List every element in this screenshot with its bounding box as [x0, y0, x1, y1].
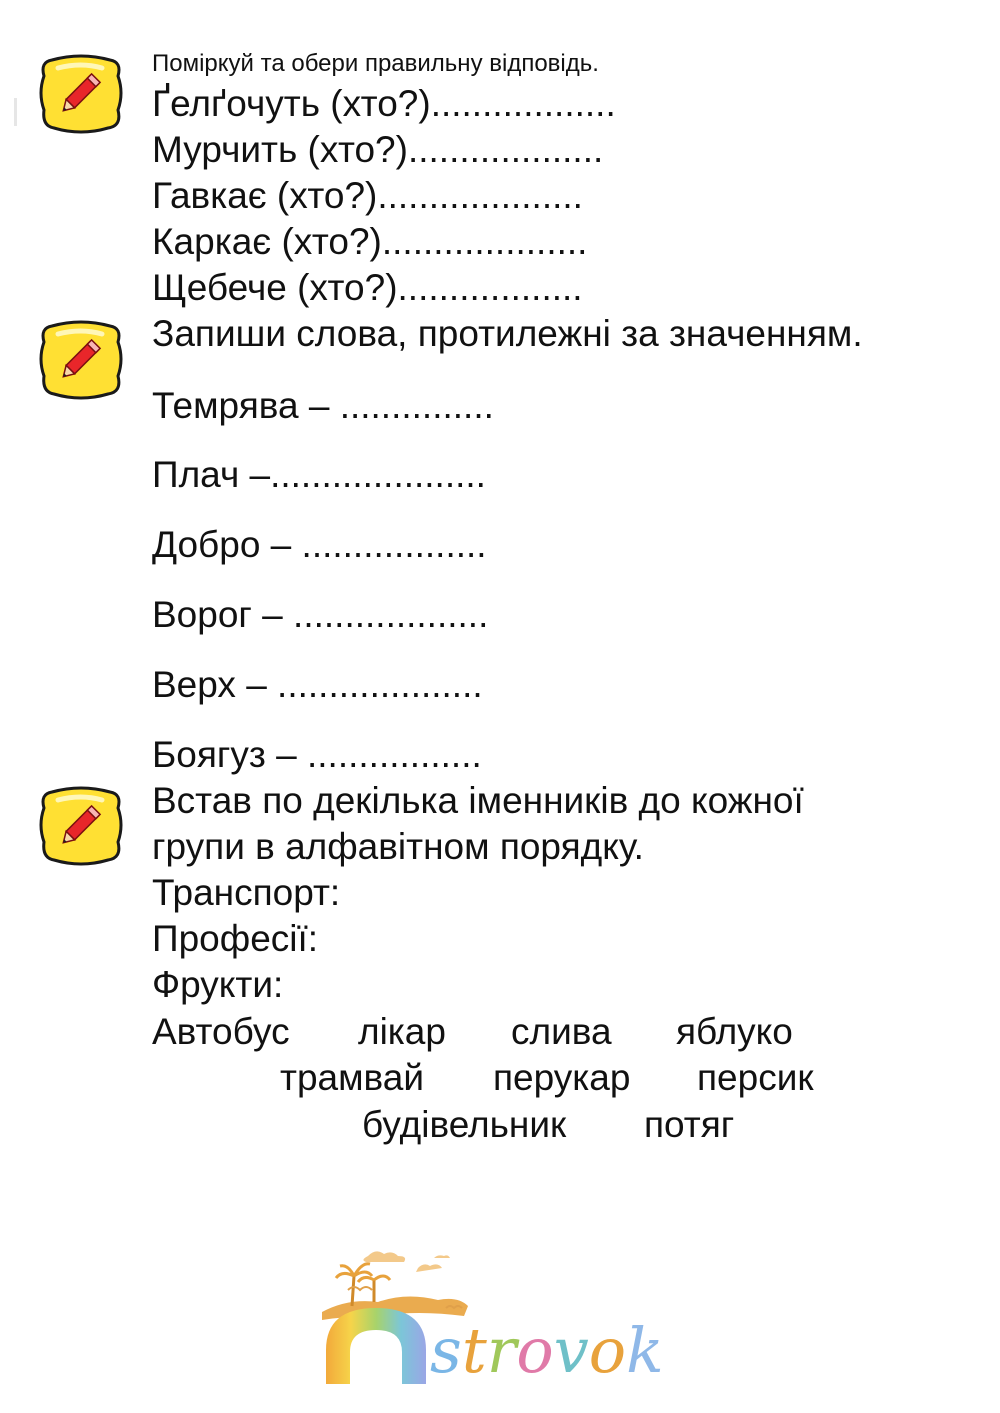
word-item: яблуко [676, 1011, 793, 1052]
task-1-pencil-icon [38, 50, 124, 136]
task-1-line: Мурчить (хто?)................... [152, 129, 604, 170]
group-label-transport: Транспорт: [152, 872, 341, 913]
group-label-fruits: Фрукти: [152, 964, 284, 1005]
antonym-line: Ворог – ................... [152, 594, 489, 635]
word-item: перукар [493, 1057, 631, 1098]
logo-text: strovok [430, 1314, 664, 1387]
antonym-line: Добро – .................. [152, 524, 487, 565]
antonym-line: Верх – .................... [152, 664, 483, 705]
task-1-line: Щебече (хто?).................. [152, 267, 583, 308]
group-label-professions: Професії: [152, 918, 319, 959]
word-item: слива [511, 1011, 612, 1052]
task-1-line: Гавкає (хто?).................... [152, 175, 583, 216]
word-item: потяг [644, 1104, 735, 1145]
task-3-instruction-line-2: групи в алфавітном порядку. [152, 826, 644, 867]
word-item: лікар [358, 1011, 446, 1052]
word-item: Автобус [152, 1011, 290, 1052]
ostrovok-logo [318, 1250, 758, 1390]
task-1-instruction: Поміркуй та обери правильну відповідь. [152, 50, 599, 77]
word-item: будівельник [362, 1104, 567, 1145]
page-margin-mark [14, 98, 17, 126]
word-item: персик [697, 1057, 814, 1098]
task-1-line: Каркає (хто?).................... [152, 221, 588, 262]
antonym-line: Плач –..................... [152, 454, 486, 495]
task-2-pencil-icon [38, 316, 124, 402]
word-item: трамвай [280, 1057, 425, 1098]
task-3-instruction-line-1: Встав по декілька іменників до кожної [152, 780, 804, 821]
antonym-line: Боягуз – ................. [152, 734, 482, 775]
task-2-instruction: Запиши слова, протилежні за значенням. [152, 313, 863, 354]
task-3-pencil-icon [38, 782, 124, 868]
task-1-line: Ґелґочуть (хто?).................. [152, 83, 616, 124]
antonym-line: Темрява – ............... [152, 385, 494, 426]
